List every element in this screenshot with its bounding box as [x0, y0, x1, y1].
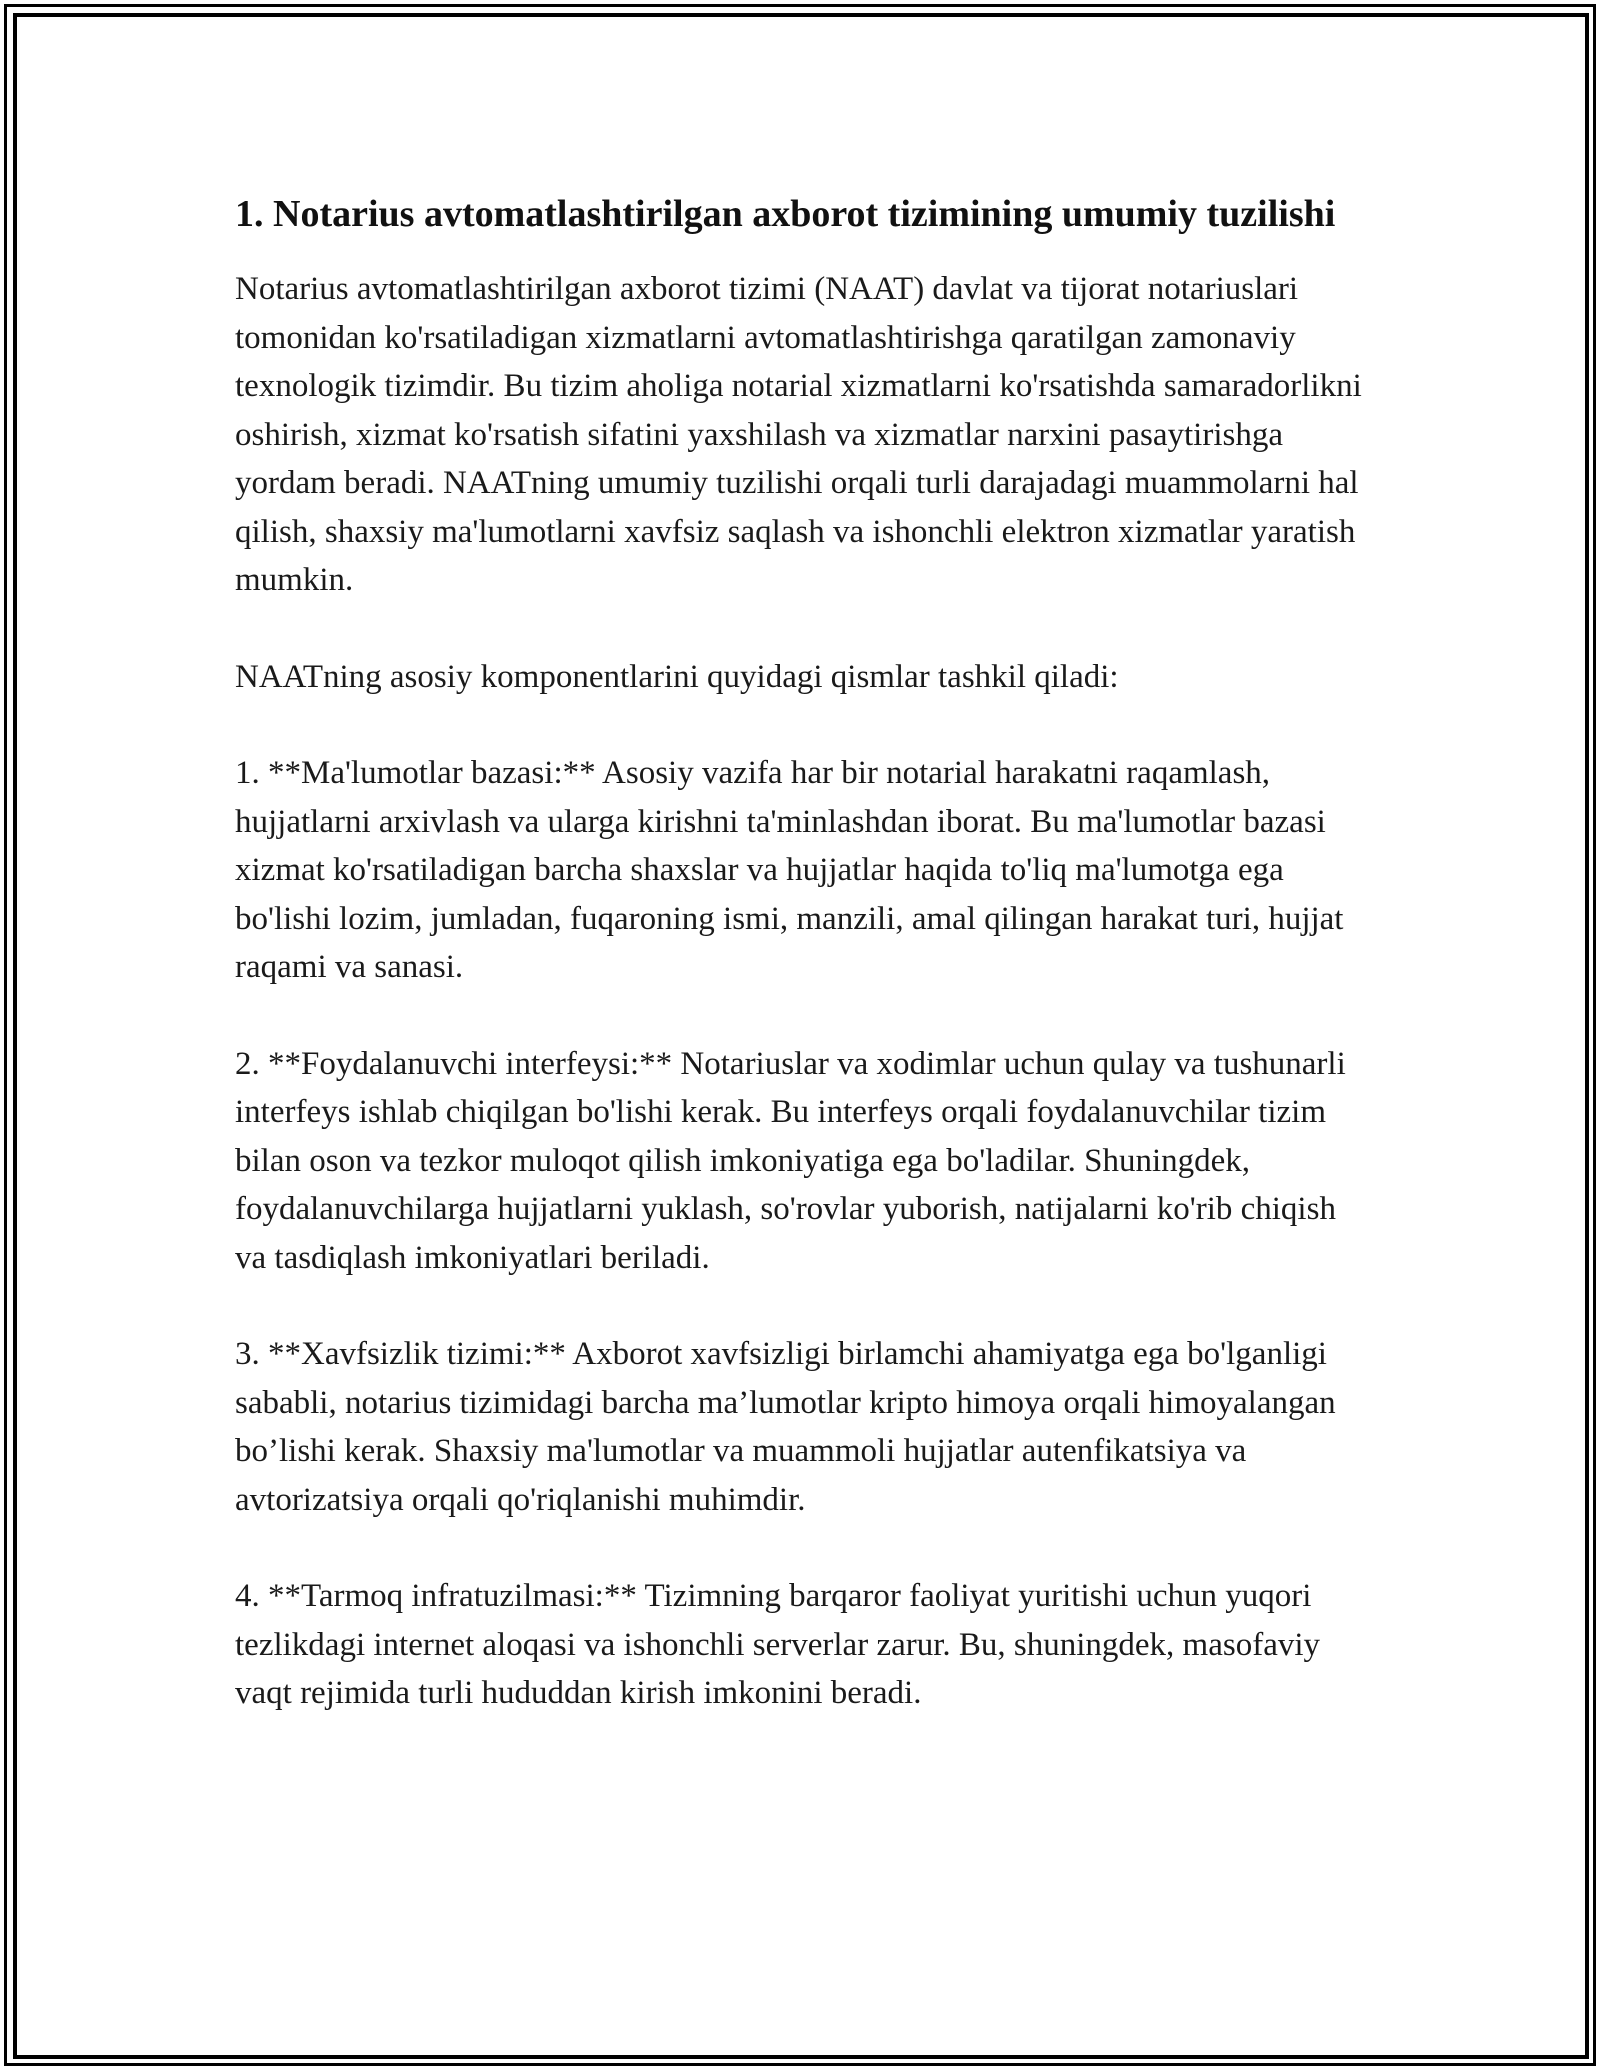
component-item-security: 3. **Xavfsizlik tizimi:** Axborot xavfsizligi birlamchi ahamiyatga ega bo'lganligi sababli, notarius tizimidagi barcha ma’lumotlar kripto himoya orqali himoyalangan bo’lishi kerak. Shaxsiy ma'lumotlar va muammoli hujjatlar autenfikatsiya va avtorizatsiya orqali qo'riqlanishi muhimdir. [235, 1336, 1336, 1518]
intro-paragraph: Notarius avtomatlashtirilgan axborot tizimi (NAAT) davlat va tijorat notariuslari tomonidan ko'rsatiladigan xizmatlarni avtomatlashtirishga qaratilgan zamonaviy texnologik tizimdir. Bu tizim aholiga notarial xizmatlarni ko'rsatishda samaradorlikni oshirish, xizmat ko'rsatish sifatini yaxshilash va xizmatlar narxini pasaytirishga yordam beradi. NAATning umumiy tuzilishi orqali turli darajadagi muammolarni hal qilish, shaxsiy ma'lumotlarni xavfsiz saqlash va ishonchli elektron xizmatlar yaratish mumkin. [235, 271, 1362, 598]
document-body [235, 187, 1375, 1766]
component-item-user-interface: 2. **Foydalanuvchi interfeysi:** Notariuslar va xodimlar uchun qulay va tushunarli interfeys ishlab chiqilgan bo'lishi kerak. Bu interfeys orqali foydalanuvchilar tizim bilan oson va tezkor muloqot qilish imkoniyatiga ega bo'ladilar. Shuningdek, foydalanuvchilarga hujjatlarni yuklash, so'rovlar yuborish, natijalarni ko'rib chiqish va tasdiqlash imkoniyatlari beriladi. [235, 1045, 1346, 1276]
component-item-network: 4. **Tarmoq infratuzilmasi:** Tizimning barqaror faoliyat yuritishi uchun yuqori tezlikdagi internet aloqasi va ishonchli serverlar zarur. Bu, shuningdek, masofaviy vaqt rejimida turli hududdan kirish imkonini beradi. [235, 1578, 1321, 1711]
document-title: 1. Notarius avtomatlashtirilgan axborot tizimining umumiy tuzilishi [235, 193, 1336, 235]
components-intro: NAATning asosiy komponentlarini quyidagi qismlar tashkil qiladi: [235, 658, 1119, 695]
component-item-database: 1. **Ma'lumotlar bazasi:** Asosiy vazifa har bir notarial harakatni raqamlash, hujjatlarni arxivlash va ularga kirishni ta'minlashdan iborat. Bu ma'lumotlar bazasi xizmat ko'rsatiladigan barcha shaxslar va hujjatlar haqida to'liq ma'lumotga ega bo'lishi lozim, jumladan, fuqaroning ismi, manzili, amal qilingan harakat turi, hujjat raqami va sanasi. [235, 755, 1344, 985]
